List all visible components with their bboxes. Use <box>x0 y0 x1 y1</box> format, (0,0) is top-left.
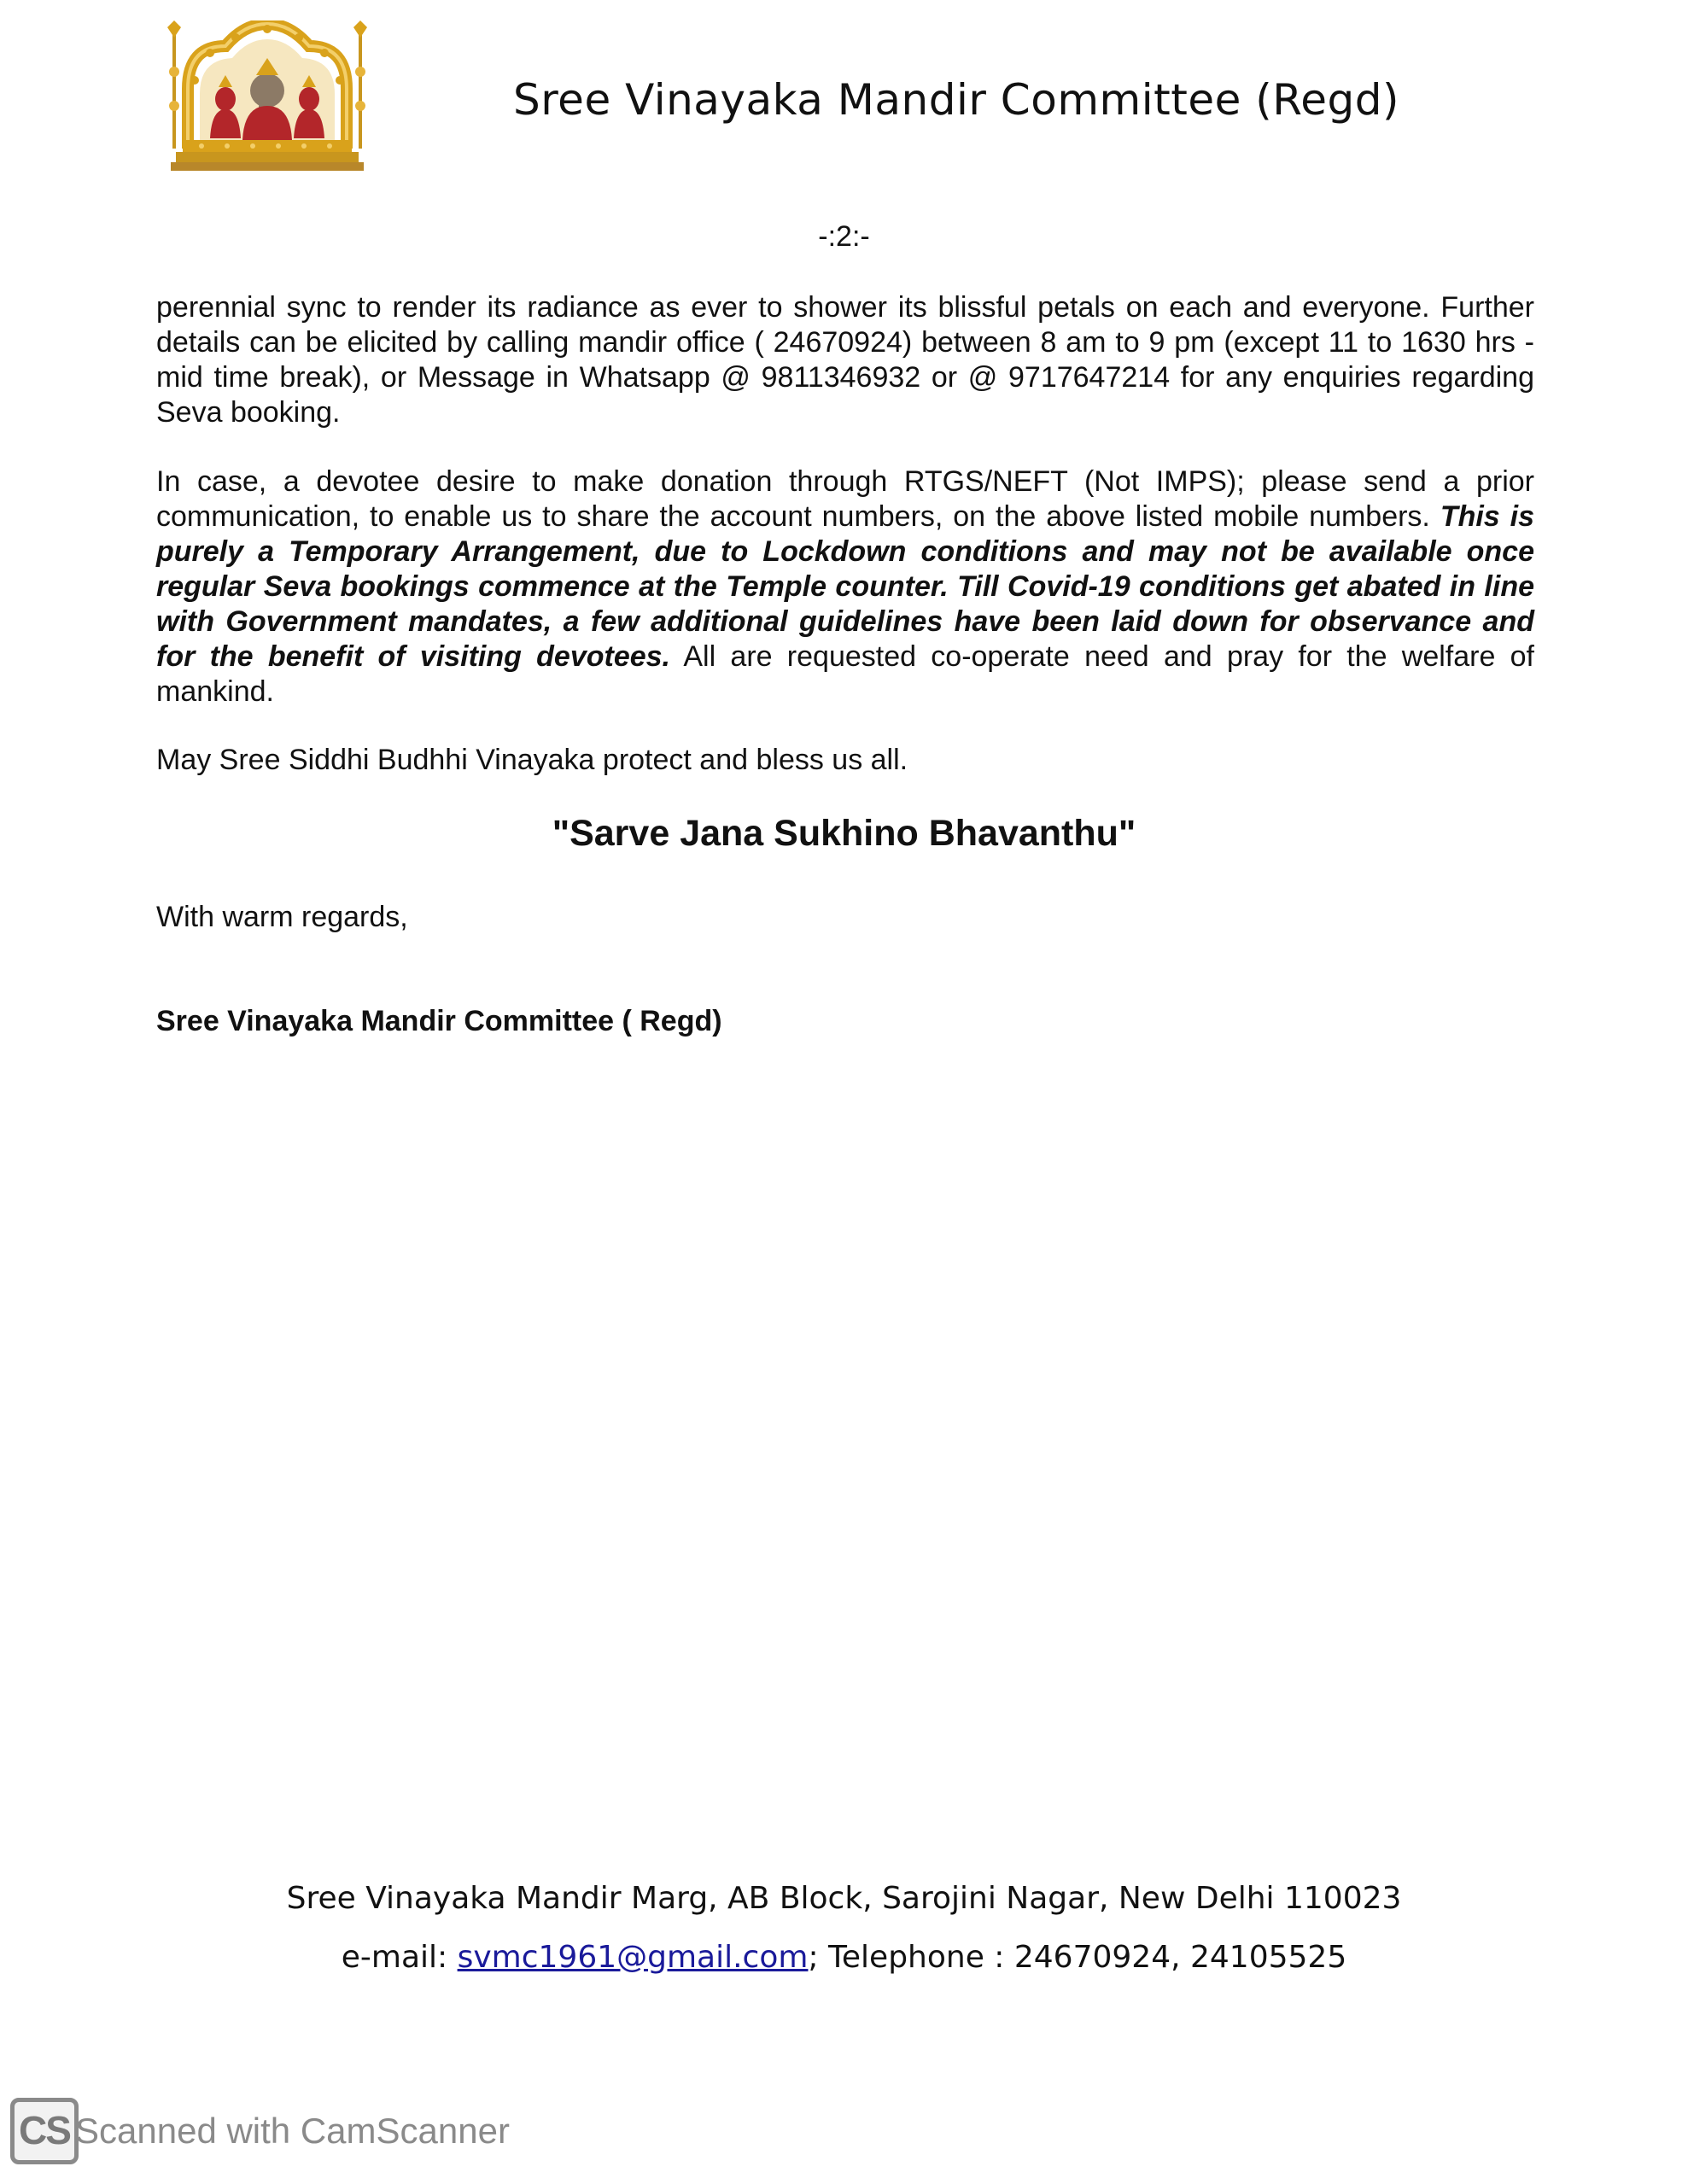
donation-instructions: In case, a devotee desire to make donation through RTGS/NEFT (Not IMPS); please send a prior communication, to enable us to share the account numbers, on the above listed mobile numbers. <box>156 465 1534 533</box>
letterhead-title: Sree Vinayaka Mandir Committee (Regd) <box>512 75 1399 125</box>
temple-deity-icon <box>159 20 376 172</box>
page-number: -:2:- <box>818 220 870 253</box>
footer-contact <box>0 1940 1688 1975</box>
camscanner-watermark <box>10 2097 510 2165</box>
email-link[interactable]: svmc1961@gmail.com <box>457 1940 809 1975</box>
closing-regards: With warm regards, <box>156 901 408 933</box>
camscanner-logo-icon: CS <box>10 2098 79 2164</box>
motto-heading: "Sarve Jana Sukhino Bhavanthu" <box>552 813 1136 854</box>
paragraph-contact-details: perennial sync to render its radiance as ever to shower its blissful petals on each and everyone. Further details can be elicited by calling mandir office ( 24670924) between 8 am to 9 pm (except 11 to 1630 hrs - mid time break), or Message in Whatsapp @ 9811346932 or @ 9717647214 for any enquiries regarding Seva booking. <box>156 291 1534 429</box>
camscanner-text: Scanned with CamScanner <box>75 2111 510 2151</box>
telephone-numbers: ; Telephone : 24670924, 24105525 <box>808 1940 1347 1975</box>
email-label: e-mail: <box>341 1940 458 1975</box>
signature-block: Sree Vinayaka Mandir Committee ( Regd) <box>156 1005 722 1037</box>
paragraph-blessing: May Sree Siddhi Budhhi Vinayaka protect and bless us all. <box>156 744 908 776</box>
footer-address: Sree Vinayaka Mandir Marg, AB Block, Sarojini Nagar, New Delhi 110023 <box>286 1881 1402 1916</box>
temporary-arrangement-notice: This is purely a Temporary Arrangement, due to Lockdown conditions and may not be available once regular Seva bookings commence at the Temple counter. Till Covid-19 conditions get abated in line with Government mandates, a few additional guidelines have been laid down for observance and for the benefit of visiting devotees. <box>156 500 1534 673</box>
closing-request: All are requested co-operate need and pray for the welfare of mankind. <box>156 640 1534 708</box>
paragraph-donation-info <box>156 464 1534 710</box>
